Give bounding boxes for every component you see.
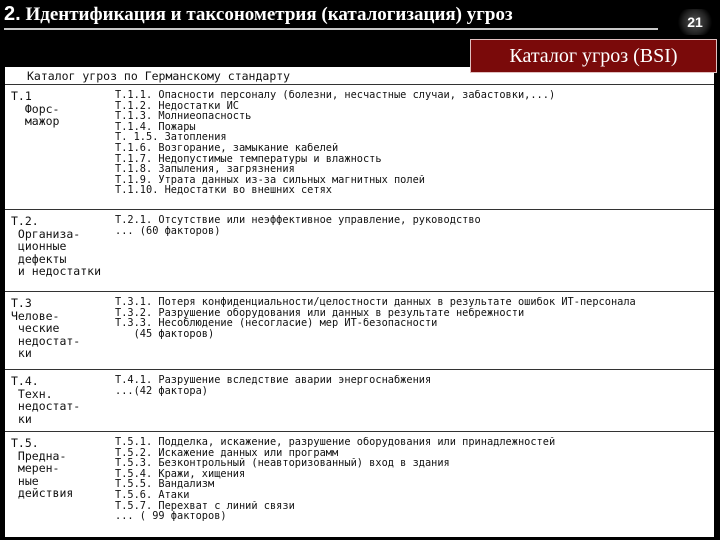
catalog-badge: Каталог угроз (BSI) <box>470 39 717 73</box>
threat-item: Т.1.7. Недопустимые температуры и влажность <box>115 153 382 165</box>
threat-item: Т.3.2. Разрушение оборудования или данных в результате небрежности <box>115 307 525 319</box>
group-items <box>115 437 711 522</box>
group-label: Т.2. Организа- ционные дефекты и недостатки <box>11 214 102 279</box>
threat-item: Т.1.10. Недостатки во внешних сетях <box>115 185 332 196</box>
threat-group-t5 <box>5 437 714 535</box>
threat-item: Т.2.1. Отсутствие или неэффективное управление, руководство <box>115 215 481 226</box>
threat-item: Т.1.8. Запыления, загрязнения <box>115 164 295 175</box>
group-label: Т.3 Челове- ческие недостат- ки <box>11 296 81 361</box>
threat-item: Т.5.5. Вандализм <box>115 479 215 490</box>
group-label: Т.5. Предна- мерен- ные действия <box>11 436 74 501</box>
catalog-document <box>5 67 714 537</box>
threat-item: Т.5.7. Перехват с линий связи <box>115 500 295 512</box>
threat-item: Т.5.4. Кражи, хищения <box>115 468 246 480</box>
slide-section-number: 2. <box>4 3 21 25</box>
threat-item: Т.1.3. Молниеопасность <box>115 111 252 122</box>
threat-group-t3 <box>5 297 714 367</box>
threat-item: ... ( 99 факторов) <box>115 511 227 522</box>
threat-item: (45 факторов) <box>115 328 215 340</box>
group-items <box>115 297 711 339</box>
threat-item: Т.4.1. Разрушение вследствие аварии энергоснабжения <box>115 375 432 386</box>
document-heading: Каталог угроз по Германскому стандарту <box>27 69 291 83</box>
threat-item: Т.5.1. Подделка, искажение, разрушение оборудования или принадлежностей <box>115 437 556 448</box>
group-items <box>115 90 711 196</box>
threat-item: ...(42 фактора) <box>115 385 208 397</box>
threat-item: Т.5.3. Безконтрольный (неавторизованный) вход в здания <box>115 458 450 469</box>
group-items <box>115 215 711 236</box>
threat-group-t4 <box>5 375 714 430</box>
threat-item: Т.1.4. Пожары <box>115 121 196 133</box>
divider <box>5 369 714 370</box>
threat-item: Т.5.2. Искажение данных или программ <box>115 447 339 459</box>
threat-item: Т.5.6. Атаки <box>115 489 190 501</box>
threat-group-t2 <box>5 215 714 287</box>
threat-item: Т.3.3. Несоблюдение (несогласие) мер ИТ-безопасности <box>115 318 438 329</box>
threat-item: ... (60 факторов) <box>115 225 221 237</box>
threat-item: Т.1.1. Опасности персоналу (болезни, несчастные случаи, забастовки,...) <box>115 90 556 101</box>
group-label: Т.4. Техн. недостат- ки <box>11 374 81 426</box>
threat-item: Т. 1.5. Затопления <box>115 132 227 143</box>
divider <box>5 84 714 85</box>
divider <box>5 291 714 292</box>
slide-title-text: Идентификация и таксонометрия (каталогизация) угроз <box>25 4 513 25</box>
threat-item: Т.1.2. Недостатки ИС <box>115 100 239 112</box>
threat-item: Т.1.9. Утрата данных из-за сильных магнитных полей <box>115 174 425 186</box>
threat-item: Т.3.1. Потеря конфиденциальности/целостности данных в результате ошибок ИТ-персонала <box>115 297 636 308</box>
group-items <box>115 375 711 396</box>
threat-item: Т.1.6. Возгорание, замыкание кабелей <box>115 142 339 154</box>
group-label: Т.1 Форс- мажор <box>11 89 60 129</box>
threat-group-t1 <box>5 90 714 205</box>
page-number: 21 <box>678 9 712 35</box>
divider <box>5 209 714 210</box>
title-underline <box>4 28 658 30</box>
divider <box>5 431 714 432</box>
